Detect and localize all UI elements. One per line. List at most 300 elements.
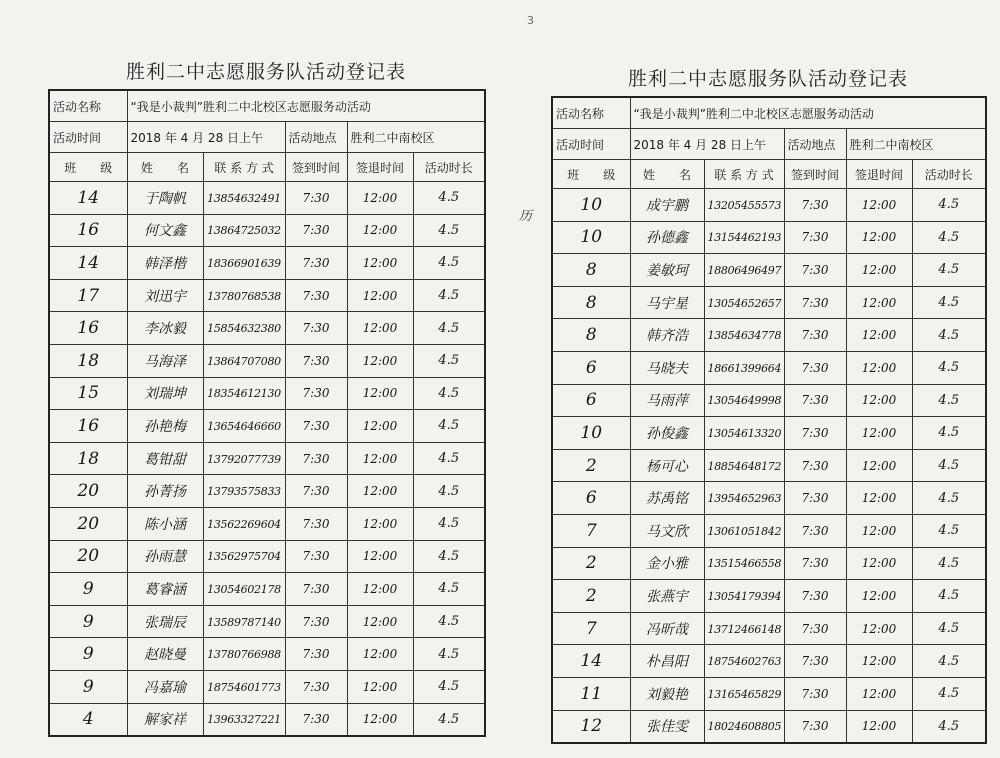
phone-cell-wrapper — [203, 605, 285, 638]
sign-in-cell-wrapper — [784, 384, 846, 417]
sign-in-cell: 7:30 — [801, 523, 829, 538]
column-header-row — [49, 153, 485, 182]
sign-in-cell-wrapper — [784, 449, 846, 482]
name-cell-wrapper — [127, 703, 203, 736]
sign-out-cell-wrapper — [846, 384, 912, 417]
duration-cell: 4.5 — [938, 653, 960, 669]
name-cell-wrapper — [127, 344, 203, 377]
duration-cell-wrapper — [413, 703, 485, 736]
duration-cell-wrapper — [413, 475, 485, 508]
sign-out-cell-wrapper — [846, 221, 912, 254]
phone-cell-wrapper — [704, 189, 784, 222]
table-row — [552, 677, 986, 710]
grade-cell: 6 — [585, 390, 597, 411]
name-cell: 成宇鹏 — [646, 197, 688, 214]
table-row — [552, 514, 986, 547]
sign-in-cell: 7:30 — [801, 719, 829, 734]
sign-in-cell-wrapper — [285, 573, 347, 606]
sign-in-cell-wrapper — [285, 540, 347, 573]
left-sheet-title: 胜利二中志愿服务队活动登记表 — [125, 61, 406, 83]
phone-cell-wrapper — [704, 547, 784, 580]
name-cell-wrapper — [630, 612, 704, 645]
sign-out-header: 签退时间 — [846, 160, 912, 189]
sign-in-cell: 7:30 — [801, 295, 829, 310]
sign-out-cell-wrapper — [347, 344, 413, 377]
sign-out-cell: 12:00 — [362, 679, 398, 694]
grade-cell: 14 — [580, 651, 603, 672]
duration-cell: 4.5 — [438, 679, 460, 695]
grade-cell: 14 — [77, 252, 100, 273]
grade-cell: 2 — [585, 585, 597, 606]
grade-cell: 14 — [77, 187, 100, 208]
duration-cell-wrapper — [912, 677, 986, 710]
sign-in-cell-wrapper — [784, 221, 846, 254]
grade-cell-wrapper — [49, 670, 127, 703]
table-row — [49, 573, 485, 606]
duration-cell-wrapper — [912, 189, 986, 222]
right-sheet-title: 胜利二中志愿服务队活动登记表 — [627, 68, 908, 90]
sign-in-cell: 7:30 — [801, 197, 829, 212]
table-row — [552, 221, 986, 254]
sign-in-cell-wrapper — [285, 279, 347, 312]
phone-cell: 18354612130 — [207, 387, 281, 401]
activity-name-row — [552, 97, 986, 129]
sign-in-cell-wrapper — [285, 670, 347, 703]
phone-cell: 18854648172 — [707, 459, 782, 473]
sign-out-cell: 12:00 — [362, 647, 398, 662]
grade-cell-wrapper — [552, 221, 630, 254]
activity-time-value: 2018 年 4 月 28 日上午 — [127, 122, 285, 153]
table-row — [552, 482, 986, 515]
sign-in-cell-wrapper — [285, 214, 347, 247]
duration-cell-wrapper — [912, 254, 986, 287]
name-cell: 李冰毅 — [144, 321, 186, 338]
sign-in-cell-wrapper — [784, 189, 846, 222]
name-cell-wrapper — [630, 384, 704, 417]
name-cell-wrapper — [630, 677, 704, 710]
sign-out-cell: 12:00 — [362, 451, 398, 466]
table-row — [552, 645, 986, 678]
sign-out-cell-wrapper — [347, 670, 413, 703]
grade-cell-wrapper — [49, 442, 127, 475]
location-label: 活动地点 — [784, 129, 846, 160]
name-cell: 马雨萍 — [646, 393, 688, 410]
phone-cell: 13792077739 — [207, 452, 281, 466]
phone-cell-wrapper — [203, 442, 285, 475]
name-cell: 刘瑞坤 — [144, 386, 186, 403]
phone-cell: 13054613320 — [707, 426, 782, 440]
duration-cell: 4.5 — [938, 686, 960, 702]
sign-out-cell: 12:00 — [861, 654, 897, 669]
sign-out-cell: 12:00 — [861, 556, 897, 571]
name-cell: 冯昕哉 — [646, 621, 688, 638]
phone-cell: 13165465829 — [707, 687, 782, 701]
duration-cell: 4.5 — [938, 229, 960, 245]
grade-cell-wrapper — [49, 182, 127, 215]
duration-cell-wrapper — [912, 710, 986, 743]
phone-cell-wrapper — [203, 573, 285, 606]
name-cell-wrapper — [630, 319, 704, 352]
sign-out-cell: 12:00 — [861, 686, 897, 701]
name-cell-wrapper — [127, 442, 203, 475]
duration-cell: 4.5 — [938, 392, 960, 408]
name-header: 姓 名 — [127, 153, 203, 182]
name-cell-wrapper — [127, 377, 203, 410]
table-row — [552, 417, 986, 450]
grade-cell-wrapper — [49, 703, 127, 736]
name-cell-wrapper — [630, 514, 704, 547]
name-cell: 解家祥 — [144, 712, 186, 729]
name-cell: 孙艳梅 — [144, 418, 186, 435]
sign-out-cell: 12:00 — [861, 491, 897, 506]
duration-cell-wrapper — [413, 540, 485, 573]
grade-cell: 10 — [580, 194, 603, 215]
duration-cell: 4.5 — [938, 197, 960, 213]
grade-cell-wrapper — [49, 247, 127, 280]
activity-name-value: “我是小裁判”胜利二中北校区志愿服务动活动 — [630, 97, 986, 129]
sign-out-cell: 12:00 — [861, 360, 897, 375]
sign-in-cell: 7:30 — [302, 321, 330, 336]
sign-in-cell: 7:30 — [302, 679, 330, 694]
name-cell: 孙菁扬 — [144, 484, 186, 501]
duration-cell-wrapper — [413, 605, 485, 638]
sign-out-cell-wrapper — [846, 286, 912, 319]
grade-header: 班 级 — [49, 153, 127, 182]
table-row — [552, 286, 986, 319]
grade-cell-wrapper — [49, 377, 127, 410]
sign-in-cell: 7:30 — [801, 491, 829, 506]
sign-out-cell: 12:00 — [861, 328, 897, 343]
phone-cell: 13864725032 — [207, 224, 281, 238]
grade-cell-wrapper — [552, 384, 630, 417]
table-row — [552, 384, 986, 417]
grade-cell: 20 — [77, 546, 100, 567]
grade-cell-wrapper — [49, 344, 127, 377]
grade-cell-wrapper — [49, 507, 127, 540]
activity-time-label: 活动时间 — [49, 122, 127, 153]
name-cell: 姜敏珂 — [646, 262, 688, 279]
duration-cell-wrapper — [413, 377, 485, 410]
sign-in-cell: 7:30 — [801, 686, 829, 701]
duration-cell-wrapper — [413, 410, 485, 443]
phone-cell: 13712466148 — [707, 622, 782, 636]
phone-cell: 13854634778 — [707, 329, 782, 343]
duration-cell: 4.5 — [938, 360, 960, 376]
duration-cell-wrapper — [413, 573, 485, 606]
sign-in-cell: 7:30 — [801, 262, 829, 277]
grade-cell-wrapper — [49, 638, 127, 671]
table-row — [552, 710, 986, 743]
left-table-body — [49, 182, 485, 737]
duration-cell-wrapper — [912, 286, 986, 319]
phone-cell: 18806496497 — [707, 263, 782, 277]
sign-out-cell-wrapper — [347, 279, 413, 312]
grade-cell-wrapper — [49, 214, 127, 247]
name-cell-wrapper — [127, 573, 203, 606]
sign-out-cell-wrapper — [347, 312, 413, 345]
sign-in-cell-wrapper — [784, 514, 846, 547]
grade-cell-wrapper — [552, 319, 630, 352]
sign-out-cell: 12:00 — [861, 588, 897, 603]
sign-in-cell: 7:30 — [302, 223, 330, 238]
name-cell: 冯嘉瑜 — [144, 679, 186, 696]
grade-cell: 15 — [77, 383, 100, 404]
name-cell-wrapper — [127, 410, 203, 443]
name-cell: 孙德鑫 — [646, 230, 688, 247]
name-cell: 马宇星 — [646, 295, 688, 312]
sign-in-cell-wrapper — [285, 410, 347, 443]
duration-cell-wrapper — [912, 580, 986, 613]
activity-name-label: 活动名称 — [49, 90, 127, 122]
duration-cell: 4.5 — [938, 295, 960, 311]
phone-cell: 18754601773 — [207, 680, 281, 694]
duration-cell: 4.5 — [938, 262, 960, 278]
sign-in-cell: 7:30 — [801, 360, 829, 375]
grade-cell: 20 — [77, 481, 100, 502]
sign-out-cell-wrapper — [347, 182, 413, 215]
name-cell: 张燕宇 — [646, 588, 688, 605]
name-header: 姓 名 — [630, 160, 704, 189]
phone-cell: 13562269604 — [207, 517, 281, 531]
phone-cell: 13054649998 — [707, 394, 782, 408]
table-row — [552, 254, 986, 287]
grade-cell: 9 — [82, 611, 94, 632]
phone-cell-wrapper — [203, 312, 285, 345]
phone-cell-wrapper — [704, 384, 784, 417]
table-row — [49, 540, 485, 573]
sign-out-cell: 12:00 — [362, 516, 398, 531]
name-cell-wrapper — [630, 482, 704, 515]
sign-in-cell-wrapper — [784, 351, 846, 384]
duration-header: 活动时长 — [413, 153, 485, 182]
duration-cell: 4.5 — [938, 425, 960, 441]
grade-cell-wrapper — [552, 254, 630, 287]
phone-cell-wrapper — [704, 449, 784, 482]
sign-out-cell: 12:00 — [861, 621, 897, 636]
sign-out-cell-wrapper — [347, 377, 413, 410]
duration-cell-wrapper — [912, 351, 986, 384]
table-row — [49, 344, 485, 377]
grade-cell-wrapper — [552, 189, 630, 222]
name-cell: 刘迅宇 — [144, 288, 186, 305]
name-cell: 何文鑫 — [144, 223, 186, 240]
phone-cell-wrapper — [704, 286, 784, 319]
phone-cell: 13793575833 — [207, 485, 281, 499]
name-cell-wrapper — [630, 645, 704, 678]
sign-in-cell: 7:30 — [801, 425, 829, 440]
duration-cell: 4.5 — [938, 555, 960, 571]
name-cell-wrapper — [630, 286, 704, 319]
name-cell-wrapper — [127, 638, 203, 671]
duration-cell: 4.5 — [438, 451, 460, 467]
table-row — [552, 319, 986, 352]
sign-out-cell: 12:00 — [362, 418, 398, 433]
table-row — [49, 442, 485, 475]
duration-cell: 4.5 — [438, 190, 460, 206]
grade-cell-wrapper — [49, 540, 127, 573]
grade-cell-wrapper — [552, 710, 630, 743]
name-cell-wrapper — [630, 580, 704, 613]
duration-cell-wrapper — [912, 514, 986, 547]
sign-in-cell-wrapper — [784, 417, 846, 450]
grade-cell-wrapper — [552, 612, 630, 645]
phone-cell-wrapper — [704, 677, 784, 710]
name-cell: 马海泽 — [144, 353, 186, 370]
phone-cell-wrapper — [704, 417, 784, 450]
sign-in-cell: 7:30 — [801, 588, 829, 603]
table-row — [49, 312, 485, 345]
duration-cell: 4.5 — [938, 523, 960, 539]
grade-cell-wrapper — [49, 573, 127, 606]
duration-cell: 4.5 — [438, 614, 460, 630]
phone-cell-wrapper — [704, 514, 784, 547]
phone-cell: 18754602763 — [707, 655, 782, 669]
grade-cell: 7 — [585, 618, 597, 639]
phone-header: 联 系 方 式 — [203, 153, 285, 182]
table-row — [552, 189, 986, 222]
name-cell-wrapper — [630, 449, 704, 482]
grade-cell: 10 — [580, 422, 603, 443]
phone-cell-wrapper — [203, 638, 285, 671]
sign-out-cell: 12:00 — [362, 223, 398, 238]
location-label: 活动地点 — [285, 122, 347, 153]
name-cell-wrapper — [127, 247, 203, 280]
sign-in-cell: 7:30 — [302, 647, 330, 662]
grade-cell: 8 — [585, 259, 597, 280]
duration-cell: 4.5 — [938, 621, 960, 637]
table-row — [552, 351, 986, 384]
phone-cell: 13061051842 — [707, 524, 782, 538]
sign-out-cell: 12:00 — [362, 321, 398, 336]
grade-cell: 7 — [585, 520, 597, 541]
page-corner-mark: 3 — [527, 14, 534, 27]
sign-out-cell-wrapper — [347, 638, 413, 671]
sign-out-cell-wrapper — [347, 573, 413, 606]
phone-cell: 18024608805 — [707, 720, 782, 734]
sign-out-cell: 12:00 — [861, 197, 897, 212]
name-cell: 韩泽楷 — [144, 255, 186, 272]
phone-cell: 13054179394 — [707, 589, 782, 603]
phone-cell-wrapper — [203, 182, 285, 215]
right-table-body — [552, 189, 986, 744]
activity-time-row — [552, 129, 986, 160]
sign-in-cell-wrapper — [285, 703, 347, 736]
phone-cell-wrapper — [704, 612, 784, 645]
activity-name-row — [49, 90, 485, 122]
grade-cell: 10 — [580, 227, 603, 248]
sign-in-cell-wrapper — [285, 247, 347, 280]
sign-in-cell: 7:30 — [801, 654, 829, 669]
table-row — [552, 580, 986, 613]
phone-cell: 13780766988 — [207, 648, 281, 662]
duration-cell-wrapper — [912, 645, 986, 678]
right-sheet — [551, 62, 985, 744]
sign-out-cell: 12:00 — [861, 262, 897, 277]
duration-cell-wrapper — [912, 449, 986, 482]
duration-cell-wrapper — [413, 182, 485, 215]
sign-in-cell: 7:30 — [801, 621, 829, 636]
sign-in-cell: 7:30 — [302, 288, 330, 303]
name-cell-wrapper — [127, 182, 203, 215]
phone-cell-wrapper — [704, 580, 784, 613]
sign-out-cell-wrapper — [846, 482, 912, 515]
grade-cell-wrapper — [552, 580, 630, 613]
table-row — [49, 670, 485, 703]
sign-in-cell: 7:30 — [302, 516, 330, 531]
name-cell: 金小雅 — [646, 556, 688, 573]
sign-in-cell-wrapper — [285, 344, 347, 377]
duration-cell-wrapper — [413, 507, 485, 540]
sign-out-cell-wrapper — [846, 189, 912, 222]
name-cell-wrapper — [630, 417, 704, 450]
grade-header: 班 级 — [552, 160, 630, 189]
phone-cell: 18366901639 — [207, 256, 281, 270]
sign-out-cell-wrapper — [846, 645, 912, 678]
grade-cell: 4 — [82, 709, 94, 730]
phone-cell-wrapper — [203, 410, 285, 443]
name-cell: 葛钳甜 — [144, 451, 186, 468]
phone-cell: 13562975704 — [207, 550, 281, 564]
sign-in-header: 签到时间 — [784, 160, 846, 189]
sign-in-cell-wrapper — [784, 286, 846, 319]
grade-cell: 9 — [82, 676, 94, 697]
name-cell-wrapper — [630, 710, 704, 743]
grade-cell: 9 — [82, 578, 94, 599]
grade-cell: 16 — [77, 220, 100, 241]
sign-out-cell: 12:00 — [861, 458, 897, 473]
sign-in-cell: 7:30 — [302, 712, 330, 727]
grade-cell: 18 — [77, 448, 100, 469]
table-row — [49, 475, 485, 508]
sign-out-cell-wrapper — [846, 417, 912, 450]
activity-time-row — [49, 122, 485, 153]
phone-cell: 18661399664 — [707, 361, 782, 375]
sign-in-cell-wrapper — [784, 612, 846, 645]
duration-cell-wrapper — [413, 638, 485, 671]
sign-out-cell-wrapper — [846, 449, 912, 482]
name-cell-wrapper — [127, 507, 203, 540]
table-row — [49, 605, 485, 638]
name-cell-wrapper — [630, 189, 704, 222]
grade-cell-wrapper — [49, 312, 127, 345]
phone-cell: 15854632380 — [207, 322, 281, 336]
table-row — [49, 182, 485, 215]
table-row — [49, 638, 485, 671]
duration-cell: 4.5 — [438, 385, 460, 401]
sign-out-cell: 12:00 — [362, 614, 398, 629]
table-row — [552, 449, 986, 482]
phone-cell-wrapper — [203, 507, 285, 540]
phone-cell-wrapper — [704, 482, 784, 515]
grade-cell-wrapper — [552, 351, 630, 384]
grade-cell: 16 — [77, 415, 100, 436]
duration-cell-wrapper — [413, 214, 485, 247]
name-cell: 孙俊鑫 — [646, 425, 688, 442]
phone-cell-wrapper — [704, 351, 784, 384]
phone-cell: 13854632491 — [207, 191, 281, 205]
grade-cell-wrapper — [552, 449, 630, 482]
sign-out-cell: 12:00 — [861, 295, 897, 310]
duration-cell: 4.5 — [438, 255, 460, 271]
grade-cell-wrapper — [552, 417, 630, 450]
grade-cell-wrapper — [552, 677, 630, 710]
duration-cell-wrapper — [413, 670, 485, 703]
sign-out-cell-wrapper — [347, 247, 413, 280]
sign-in-cell: 7:30 — [302, 614, 330, 629]
activity-name-value: “我是小裁判”胜利二中北校区志愿服务动活动 — [127, 90, 485, 122]
name-cell: 张佳雯 — [646, 719, 688, 736]
sign-in-cell-wrapper — [285, 475, 347, 508]
